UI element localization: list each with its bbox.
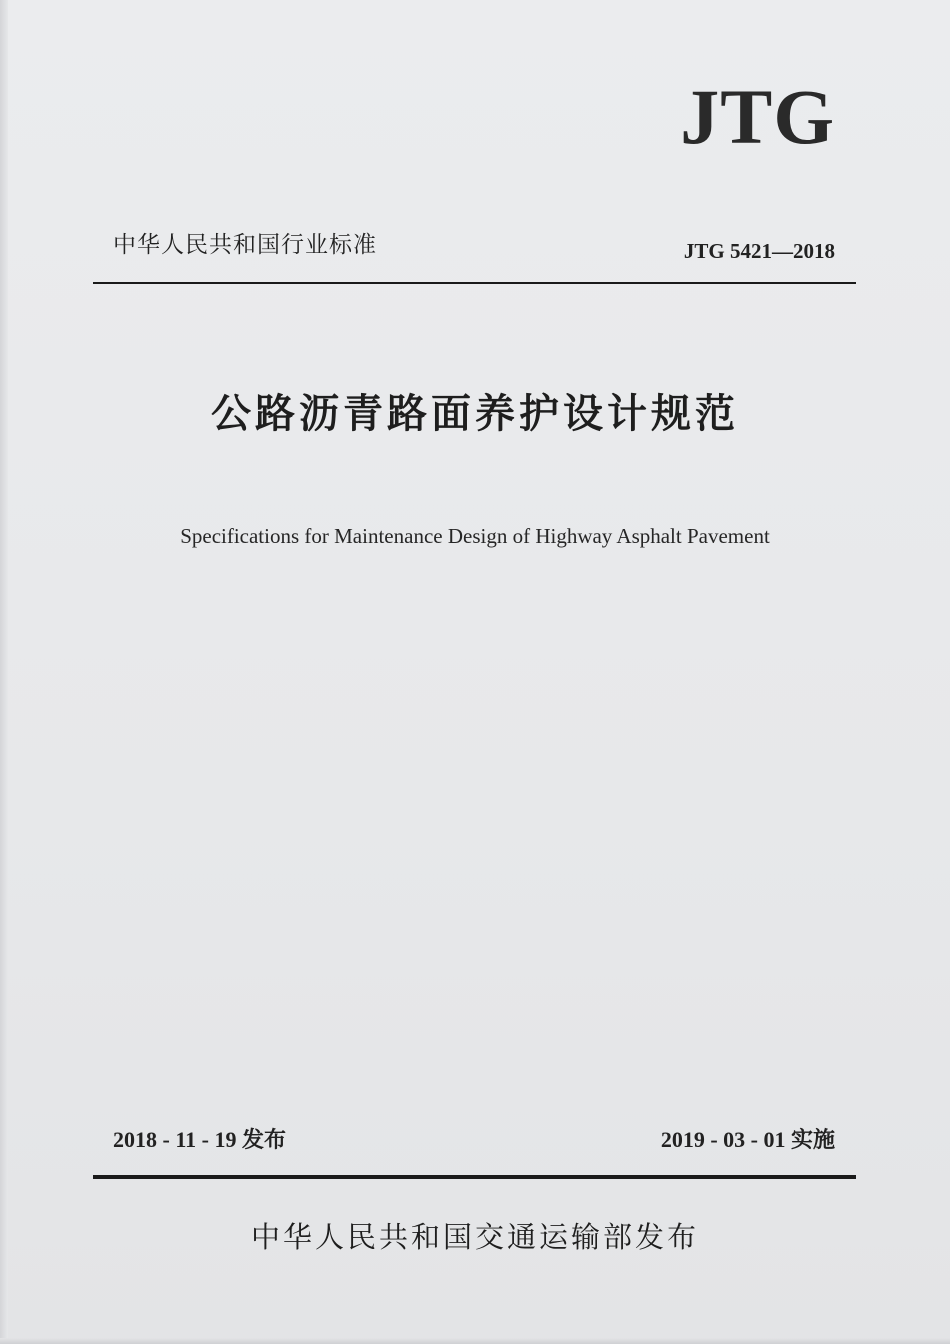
issue-date: 2018 - 11 - 19 发布	[113, 1127, 286, 1152]
publisher: 中华人民共和国交通运输部发布	[250, 1220, 699, 1254]
page-left-edge	[0, 0, 8, 1344]
title-chinese: 公路沥青路面养护设计规范	[211, 391, 739, 437]
top-divider	[93, 282, 856, 284]
jtg-logo: JTG	[680, 73, 835, 160]
title-english: Specifications for Maintenance Design of Highway Asphalt Pavement	[180, 524, 770, 548]
standard-type: 中华人民共和国行业标准	[113, 232, 377, 258]
effective-date: 2019 - 03 - 01 实施	[660, 1127, 835, 1152]
bottom-divider	[93, 1175, 856, 1179]
standard-code: JTG 5421—2018	[683, 239, 835, 263]
page-bottom-edge	[0, 1338, 950, 1344]
